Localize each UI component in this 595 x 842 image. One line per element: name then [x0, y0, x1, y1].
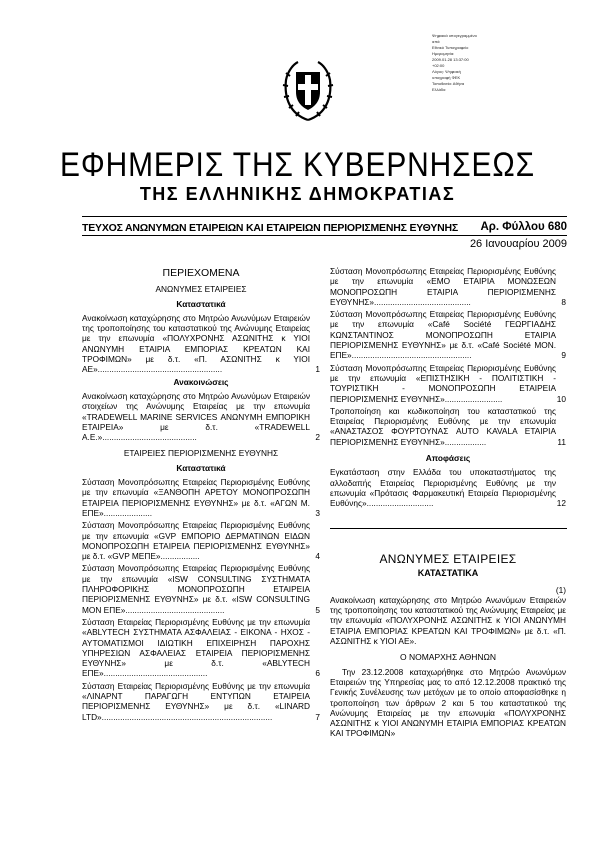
contents-entry	[82, 477, 320, 518]
contents-entry	[82, 313, 320, 375]
entry-text: Ανακοίνωση καταχώρησης στο Μητρώο Ανωνύμων Εταιρειών της τροποποίησης του καταστατικού της Ανώνυμης Εταιρείας με την επωνυμία «ΠΟΛΥΧΡΟΝΗΣ ΑΣΩΝΙΤΗΣ κ ΥΙΟΙ ΑΝΩΝΥΜΗ ΕΤΑΙΡΙΑ ΕΜΠΟΡΙΑΣ ΚΡΕΑΤΩΝ ΚΑΙ ΤΡΟΦΙΜΩΝ» με δ.τ. «Π. ΑΣΩΝΙΤΗΣ κ ΥΙΟΙ ΑΕ»......................................................	[82, 312, 310, 375]
contents-entry	[330, 266, 566, 307]
contents-heading: ΠΕΡΙΕΧΟΜΕΝΑ	[162, 267, 240, 279]
announcement-body	[330, 546, 566, 739]
entry-text: Σύσταση Μονοπρόσωπης Εταιρείας Περιορισμένης Ευθύνης με την επωνυμία «ΞΑΝΘΟΠΗ ΑΡΕΤΟΥ ΜΟΝΟΠΡΟΣΩΠΗ ΕΤΑΙΡΕΙΑ ΠΕΡΙΟΡΙΣΜΕΝΗΣ ΕΥΘΥΝΗΣ» με δ.τ. «ΑΓΩΝ Μ. ΕΠΕ».....................	[82, 477, 310, 518]
entry-text: Σύσταση Μονοπρόσωπης Εταιρείας Περιορισμένης Ευθύνης με την επωνυμία «ΕΠΙΣΤΗΣΙΚΗ - ΠΟΛΙΤΙΣΤΙΚΗ - ΤΟΥΡΙΣΤΙΚΗ - ΜΟΝΟΠΡΟΣΩΠΗ ΕΤΑΙΡΕΙΑ ΠΕΡΙΟΡΙΣΜΕΝΗΣ ΕΥΘΥΝΗΣ».........................	[330, 362, 556, 404]
entry-page: 12	[556, 498, 566, 509]
announcement-intro: Ανακοίνωση καταχώρησης στο Μητρώο Ανωνύμων Εταιρειών της τροποποίησης του καταστατικού της Ανώνυμης Εταιρείας με την επωνυμία «ΠΟΛΥΧΡΟΝΗΣ ΑΣΩΝΙΤΗΣ κ ΥΙΟΙ ΑΝΩΝΥΜΗ ΕΤΑΙΡΙΑ ΕΜΠΟΡΙΑΣ ΚΡΕΑΤΩΝ ΚΑΙ ΤΡΟΦΙΜΩΝ» με δ.τ. «Π. ΑΣΩΝΙΤΗΣ κ ΥΙΟΙ ΑΕ».	[330, 594, 566, 647]
entry-page: 3	[315, 507, 320, 518]
contents-left-column	[82, 268, 320, 724]
entry-page: 7	[315, 711, 320, 722]
digital-signature-stamp	[432, 33, 522, 93]
section-heading: ΑΝΩΝΥΜΕΣ ΕΤΑΙΡΕΙΕΣ	[155, 284, 247, 295]
entry-page: 2	[315, 432, 320, 443]
stamp-line: Ελλάδα	[432, 87, 446, 92]
stamp-line: Λόγος: Ψηφιακή	[432, 69, 461, 74]
issue-title: ΤΕΥΧΟΣ ΑΝΩΝΥΜΩΝ ΕΤΑΙΡΕΙΩΝ ΚΑΙ ΕΤΑΙΡΕΙΩΝ ΠΕΡΙΟΡΙΣΜΕΝΗΣ ΕΥΘΥΝΗΣ	[82, 222, 458, 234]
entry-text: Τροποποίηση και κωδικοποίηση του καταστατικού της Εταιρείας Περιορισμένης Ευθύνης με την επωνυμία «ΑΝΑΣΤΑΣΟΣ ΦΟΥΡΤΟΥΝΑΣ AUTO KAVALA ΕΤΑΙΡΙΑ ΠΕΡΙΟΡΙΣΜΕΝΗΣ ΕΥΘΥΝΗΣ»..................	[330, 405, 556, 447]
contents-entry	[330, 363, 566, 404]
section-heading: ΕΤΑΙΡΕΙΕΣ ΠΕΡΙΟΡΙΣΜΕΝΗΣ ΕΥΘΥΝΗΣ	[123, 448, 279, 459]
subsection-heading: Καταστατικά	[176, 462, 226, 473]
stamp-line: Ημερομηνία:	[432, 51, 455, 56]
contents-entry	[82, 563, 320, 614]
contents-entry	[330, 309, 566, 360]
column-separator-rule	[330, 528, 567, 529]
contents-entry	[82, 520, 320, 561]
entry-page: 11	[557, 436, 566, 447]
stamp-line: Εθνικό Τυπογραφείο	[432, 45, 469, 50]
gazette-subtitle: ΤΗΣ ΕΛΛΗΝΙΚΗΣ ΔΗΜΟΚΡΑΤΙΑΣ	[139, 184, 456, 204]
entry-text: Σύσταση Μονοπρόσωπης Εταιρείας Περιορισμένης Ευθύνης με την επωνυμία «ISW CONSULTING ΣΥΣΤΗΜΑΤΑ ΠΛΗΡΟΦΟΡΙΚΗΣ ΜΟΝΟΠΡΟΣΩΠΗ ΕΤΑΙΡΕΙΑ ΠΕΡΙΟΡΙΣΜΕΝΗΣ ΕΥΘΥΝΗΣ» με δ.τ. «ISW CONSULTING ΜΟΝ ΕΠΕ»...........................................	[82, 563, 310, 615]
stamp-line: Ψηφιακά υπογεγραμμένο	[432, 33, 477, 38]
stamp-line: 2009.01.28 13:37:00	[432, 57, 469, 62]
entry-page: 10	[556, 393, 566, 404]
sheet-value: 680	[547, 221, 567, 233]
body-subheading: ΚΑΤΑΣΤΑΤΙΚΑ	[417, 568, 479, 579]
contents-right-column	[330, 266, 566, 511]
announcement-paragraph: Την 23.12.2008 καταχωρήθηκε στο Μητρώο Ανωνύμων Εταιρειών της Υπηρεσίας μας το από 12.12.2008 πρακτικό της Γενικής Συνέλευσης των μετόχων με το οποίο αποφασίσθηκε η τροποποίηση των άρθρων 2 και 5 του καταστατικού της Ανώνυμης Εταιρείας με την επωνυμία «ΠΟΛΥΧΡΟΝΗΣ ΑΣΩΝΙΤΗΣ κ ΥΙΟΙ ΑΝΩΝΥΜΗ ΕΤΑΙΡΙΑ ΕΜΠΟΡΙΑΣ ΚΡΕΑΤΩΝ ΚΑΙ ΤΡΟΦΙΜΩΝ»	[330, 666, 566, 739]
stamp-line: υπογραφή ΦΕΚ	[432, 75, 461, 80]
stamp-line: Τοποθεσία: Αθήνα	[432, 81, 465, 86]
entry-page: 8	[561, 296, 566, 307]
gazette-title: ΕΦΗΜΕΡΙΣ ΤΗΣ ΚΥΒΕΡΝΗΣΕΩΣ	[60, 146, 535, 184]
contents-entry	[330, 406, 566, 447]
contents-entry	[82, 391, 320, 442]
entry-text: Σύσταση Μονοπρόσωπης Εταιρείας Περιορισμένης Ευθύνης με την επωνυμία «Café Société ΓΕΩΡΓΙΑΔΗΣ ΚΩΝΣΤΑΝΤΙΝΟΣ ΜΟΝΟΠΡΟΣΩΠΗ ΕΤΑΙΡΙΑ ΠΕΡΙΟΡΙΣΜΕΝΗΣ ΕΥΘΥΝΗΣ» με δ.τ. «Café Société ΜΟΝ. ΕΠΕ»....................................................	[330, 309, 556, 361]
issue-rule	[82, 235, 567, 236]
contents-entry	[82, 617, 320, 679]
entry-text: Σύσταση Εταιρείας Περιορισμένης Ευθύνης με την επωνυμία «ΛΙΝΑΡΝΤ ΠΑΡΑΓΩΓΗ ΕΝΤΥΠΩΝ ΕΤΑΙΡΕΙΑ ΠΕΡΙΟΡΙΣΜΕΝΗΣ ΕΥΘΥΝΗΣ» με δ.τ. «LINARD LTD»..........................................................................	[82, 680, 310, 722]
contents-entry	[330, 467, 566, 508]
entry-text: Σύσταση Μονοπρόσωπης Εταιρείας Περιορισμένης Ευθύνης με την επωνυμία «GVP ΕΜΠΟΡΙΟ ΔΕΡΜΑΤΙΝΩΝ ΕΙΔΩΝ ΜΟΝΟΠΡΟΣΩΠΗ ΕΤΑΙΡΕΙΑ ΠΕΡΙΟΡΙΣΜΕΝΗΣ ΕΥΘΥΝΗΣ» με δ.τ. «GVP ΜΕΠΕ».................	[82, 520, 310, 562]
entry-page: 4	[315, 551, 320, 562]
subsection-heading: Ανακοινώσεις	[173, 376, 229, 387]
entry-text: Σύσταση Μονοπρόσωπης Εταιρείας Περιορισμένης Ευθύνης με την επωνυμία «ΕΜΟ ΕΤΑΙΡΙΑ ΜΟΝΩΣΕΩΝ ΜΟΝΟΠΡΟΣΩΠΗ ΕΤΑΙΡΙΑ ΠΕΡΙΟΡΙΣΜΕΝΗΣ ΕΥΘΥΝΗΣ»..........................................	[330, 266, 556, 307]
entry-page: 1	[315, 364, 320, 375]
top-rule	[82, 216, 567, 217]
contents-entry	[82, 681, 320, 722]
entry-text: Ανακοίνωση καταχώρησης στο Μητρώο Ανωνύμων Εταιρειών στοιχείων της Ανώνυμης Εταιρείας με την επωνυμία «TRADEWELL MARINE SERVICES ΑΝΩΝΥΜΗ ΕΜΠΟΡΙΚΗ ΕΤΑΙΡΕΙΑ» με δ.τ. «TRADEWELL Α.Ε.».........................................	[82, 390, 310, 443]
stamp-line: από:	[432, 39, 441, 44]
entry-page: 5	[315, 604, 320, 615]
sheet-label: Αρ. Φύλλου	[480, 221, 545, 233]
greek-coat-of-arms-icon	[280, 58, 336, 124]
subsection-heading: Καταστατικά	[176, 298, 226, 309]
subsection-heading: Αποφάσεις	[425, 453, 471, 464]
authority-heading: Ο ΝΟΜΑΡΧΗΣ ΑΘΗΝΩΝ	[400, 652, 496, 663]
stamp-line: +02:00	[432, 63, 445, 68]
body-heading: ΑΝΩΝΥΜΕΣ ΕΤΑΙΡΕΙΕΣ	[379, 552, 517, 566]
issue-date: 26 Ιανουαρίου 2009	[469, 238, 567, 250]
entry-page: 9	[561, 350, 566, 361]
entry-text: Εγκατάσταση στην Ελλάδα του υποκαταστήματος της αλλοδαπής Εταιρείας Περιορισμένης Ευθύνης με την επωνυμία «Πρότασις Φαρμακευτική Εταιρεία Περιορισμένης Ευθύνης».............................	[330, 467, 556, 509]
entry-page: 6	[315, 668, 320, 679]
entry-text: Σύσταση Εταιρείας Περιορισμένης Ευθύνης με την επωνυμία «ABLYTECH ΣΥΣΤΗΜΑΤΑ ΑΣΦΑΛΕΙΑΣ - ΕΙΚΟΝΑ - ΗΧΟΣ - ΑΥΤΟΜΑΤΙΣΜΟΙ ΙΔΙΩΤΙΚΗ ΕΠΙΧΕΙΡΗΣΗ ΠΑΡΟΧΗΣ ΥΠΗΡΕΣΙΩΝ ΑΣΦΑΛΕΙΑΣ ΕΤΑΙΡΕΙΑ ΠΕΡΙΟΡΙΣΜΕΝΗΣ ΕΥΘΥΝΗΣ» με δ.τ. «ABLYTECH ΕΠΕ».............................................	[82, 616, 310, 679]
announcement-number: (1)	[555, 584, 566, 595]
sheet-number	[480, 221, 567, 233]
